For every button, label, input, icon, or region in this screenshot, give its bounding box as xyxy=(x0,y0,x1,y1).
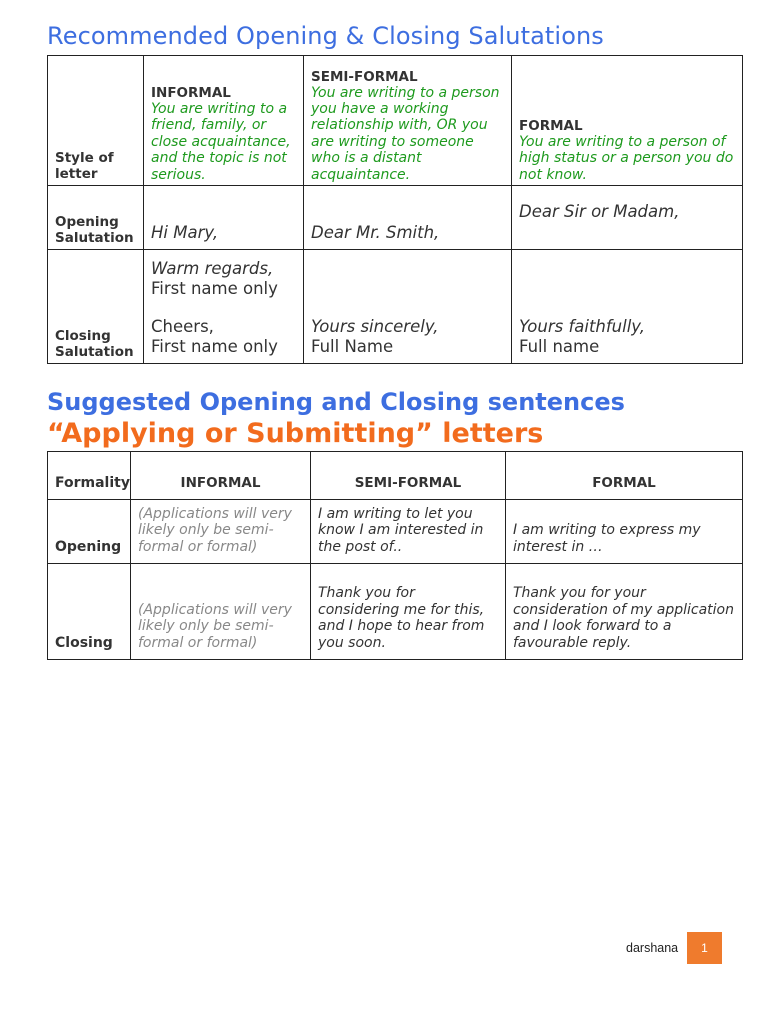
table-row xyxy=(48,186,743,250)
closing-line: First name only xyxy=(151,337,278,356)
formal-opening-sentence: I am writing to express my interest in … xyxy=(506,500,743,564)
formal-closing-sentence: Thank you for your consideration of my application and I look forward to a favourable reply. xyxy=(506,564,743,660)
semi-formal-opening: Dear Mr. Smith, xyxy=(304,186,512,250)
formality-label: Formality xyxy=(48,452,131,500)
semi-formal-header-cell xyxy=(304,56,512,186)
formal-description: You are writing to a person of high status or a person you do not know. xyxy=(519,133,734,183)
closing-line: Warm regards, xyxy=(151,259,274,278)
informal-column-header: INFORMAL xyxy=(131,452,311,500)
closing-line: Yours sincerely, xyxy=(311,317,439,336)
table-row xyxy=(48,500,743,564)
closing-line: Full Name xyxy=(311,337,394,356)
page-number: 1 xyxy=(687,932,722,964)
table-row xyxy=(48,564,743,660)
sentences-table xyxy=(47,451,743,660)
table-row xyxy=(48,452,743,500)
semi-formal-closing xyxy=(304,250,512,364)
semi-formal-title: SEMI-FORMAL xyxy=(311,68,418,85)
row-label-opening: Opening Salutation xyxy=(48,186,144,250)
closing-label: Closing xyxy=(48,564,131,660)
informal-opening-sentence: (Applications will very likely only be semi-formal or formal) xyxy=(131,500,311,564)
section-subtitle: “Applying or Submitting” letters xyxy=(47,418,544,449)
closing-line: Cheers, xyxy=(151,317,214,336)
footer-author: darshana xyxy=(626,941,679,955)
informal-title: INFORMAL xyxy=(151,84,231,101)
informal-closing xyxy=(144,250,304,364)
informal-header-cell xyxy=(144,56,304,186)
formal-column-header: FORMAL xyxy=(506,452,743,500)
salutations-table xyxy=(47,55,743,364)
semi-formal-column-header: SEMI-FORMAL xyxy=(311,452,506,500)
opening-label: Opening xyxy=(48,500,131,564)
section-title: Suggested Opening and Closing sentences xyxy=(47,388,625,416)
semi-formal-opening-sentence: I am writing to let you know I am interested in the post of.. xyxy=(311,500,506,564)
semi-formal-description: You are writing to a person you have a working relationship with, OR you are writing to someone who is a distant acquaintance. xyxy=(311,84,500,183)
row-label-closing: Closing Salutation xyxy=(48,250,144,364)
informal-opening: Hi Mary, xyxy=(144,186,304,250)
table-row xyxy=(48,250,743,364)
formal-opening: Dear Sir or Madam, xyxy=(512,186,743,250)
informal-closing-sentence: (Applications will very likely only be semi-formal or formal) xyxy=(131,564,311,660)
closing-line: First name only xyxy=(151,279,278,298)
table-row xyxy=(48,56,743,186)
page-title: Recommended Opening & Closing Salutations xyxy=(47,22,604,50)
semi-formal-closing-sentence: Thank you for considering me for this, and I hope to hear from you soon. xyxy=(311,564,506,660)
informal-description: You are writing to a friend, family, or close acquaintance, and the topic is not serious. xyxy=(151,100,291,183)
row-label-style: Style of letter xyxy=(48,56,144,186)
closing-line: Yours faithfully, xyxy=(519,317,646,336)
closing-line: Full name xyxy=(519,337,600,356)
formal-header-cell xyxy=(512,56,743,186)
formal-title: FORMAL xyxy=(519,117,583,134)
formal-closing xyxy=(512,250,743,364)
